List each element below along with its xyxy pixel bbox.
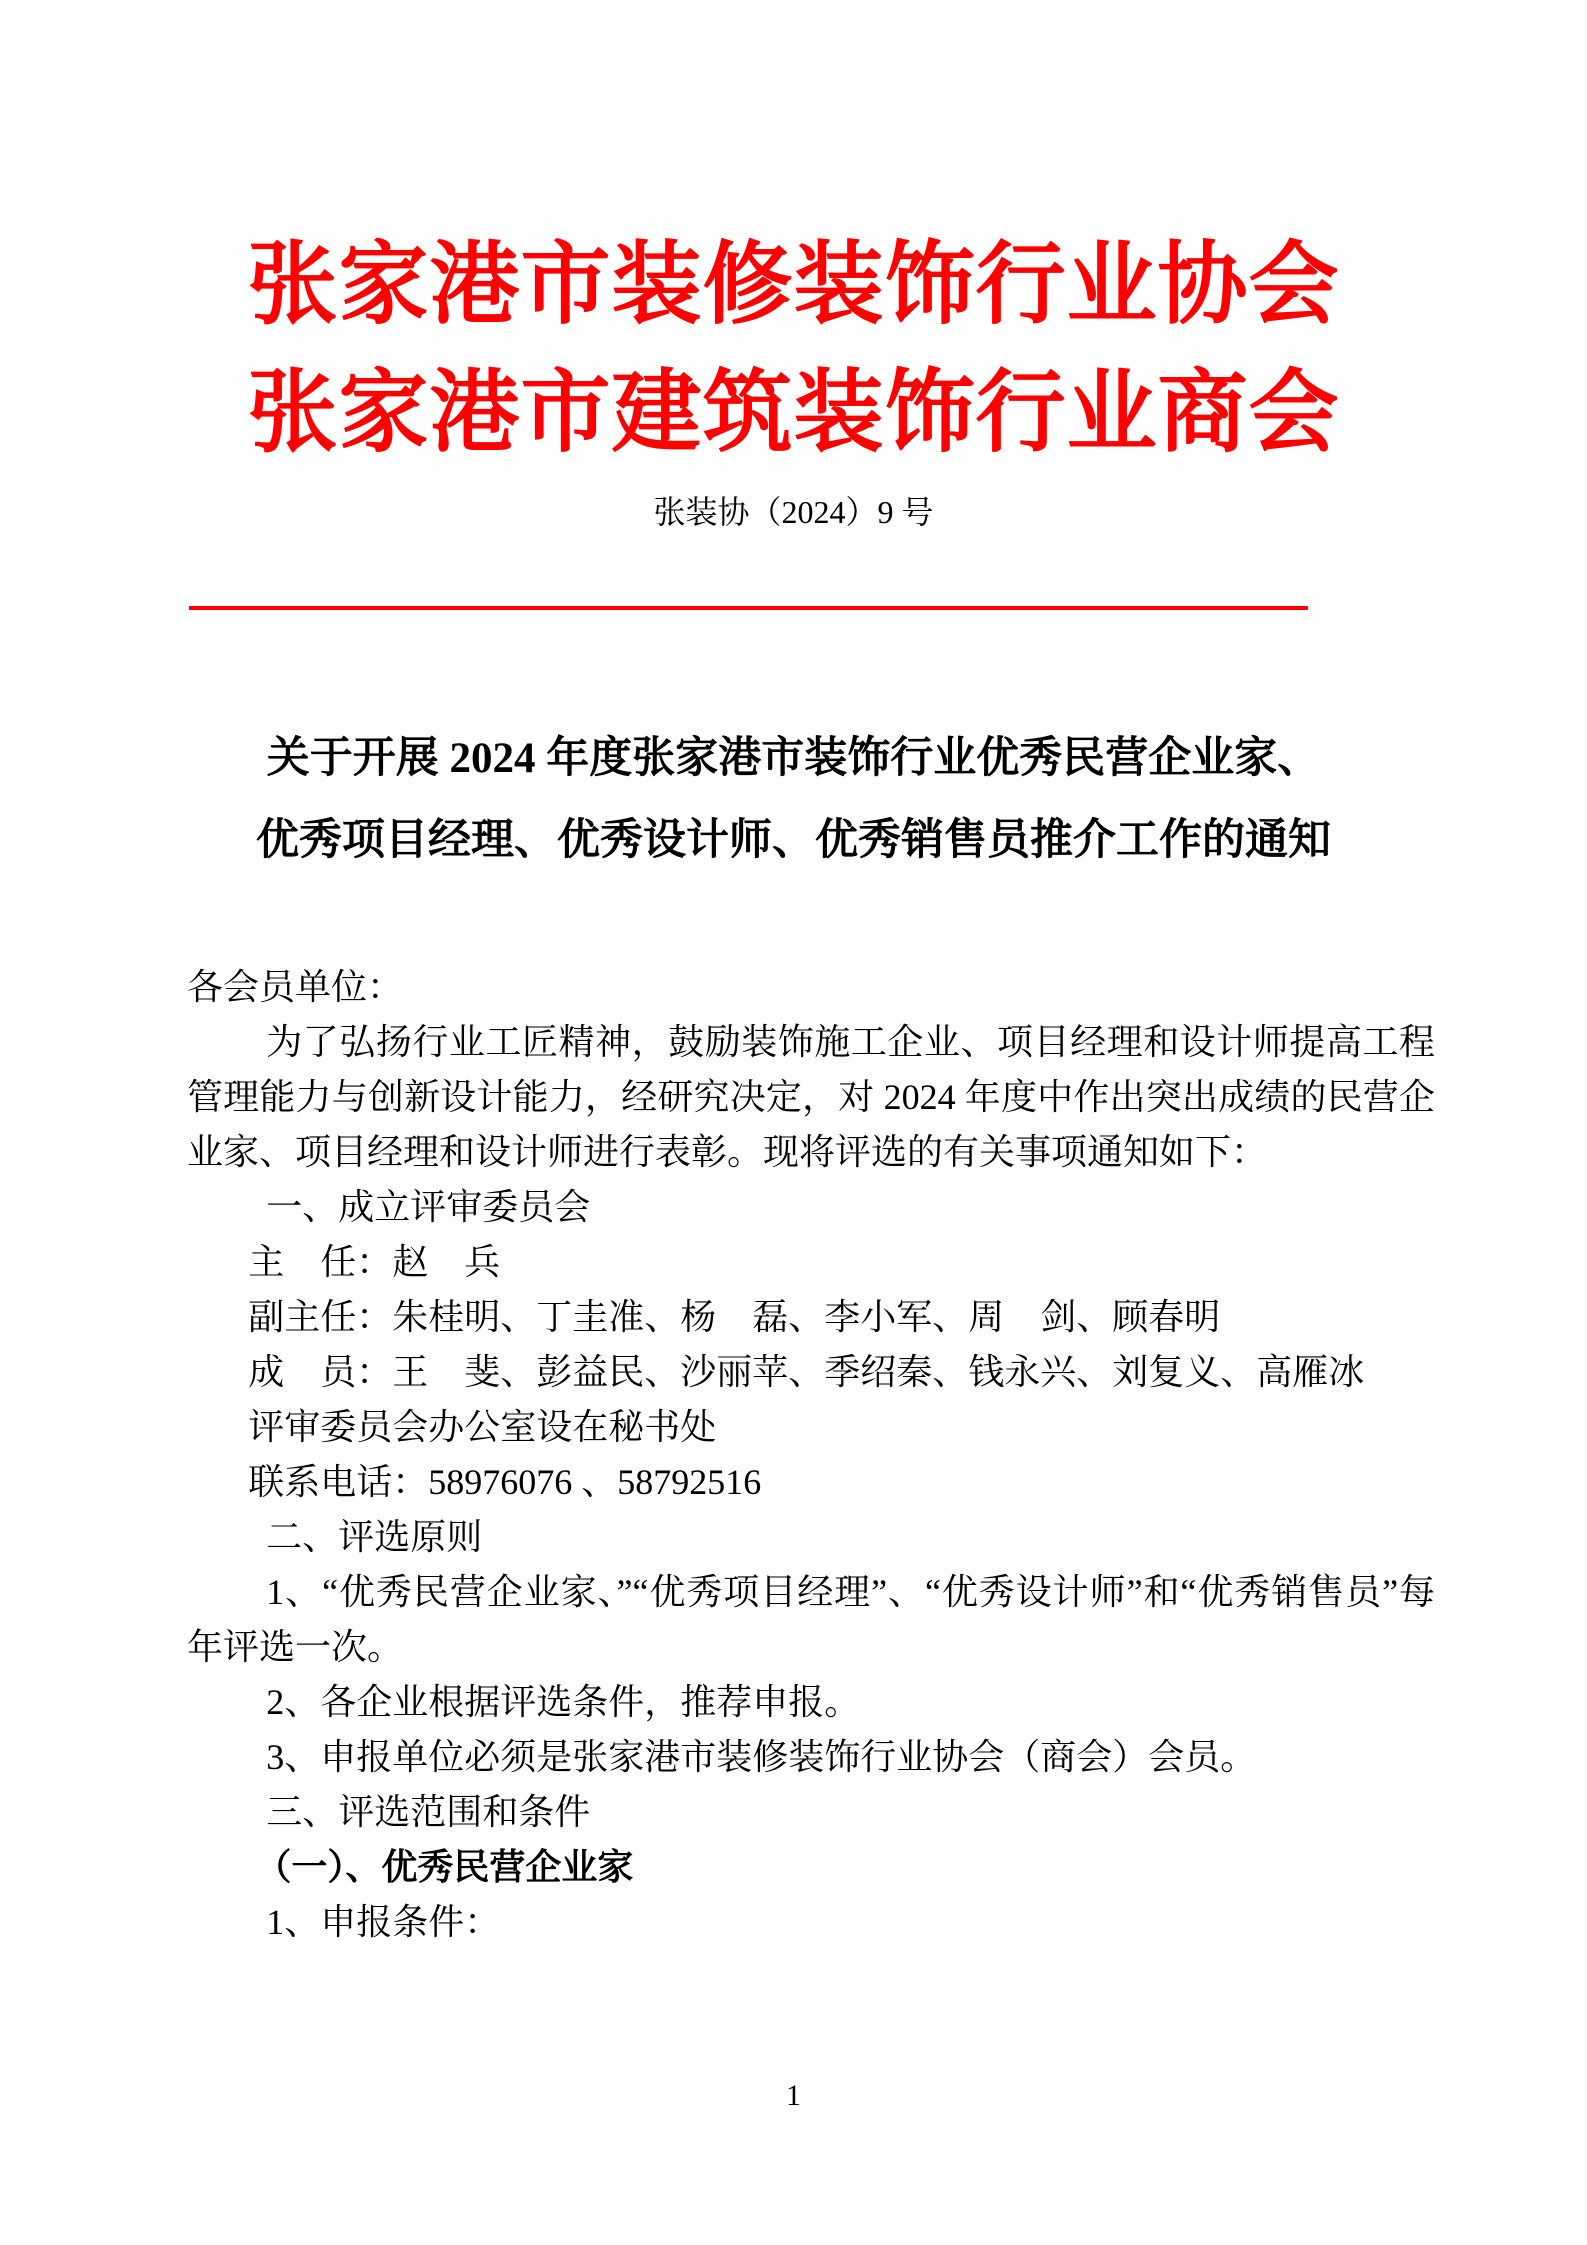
body-paragraph: 1、“优秀民营企业家、”“优秀项目经理”、“优秀设计师”和“优秀销售员”每年评选一次。 — [187, 1572, 1435, 1667]
body-paragraph: 为了弘扬行业工匠精神，鼓励装饰施工企业、项目经理和设计师提高工程管理能力与创新设计能力，经研究决定，对 2024 年度中作出突出成绩的民营企业家、项目经理和设计师进行表彰。现将评选的有关事项通知如下： — [187, 1022, 1435, 1172]
body-paragraph: 评审委员会办公室设在秘书处 — [248, 1407, 717, 1447]
notice-title-line-2: 优秀项目经理、优秀设计师、优秀销售员推介工作的通知 — [256, 817, 1331, 864]
body-paragraph: 各会员单位： — [187, 967, 404, 1007]
body-paragraph: 联系电话：58976076 、58792516 — [248, 1462, 762, 1502]
body-paragraph: 3、申报单位必须是张家港市装修装饰行业协会（商会）会员。 — [266, 1737, 1257, 1777]
body-paragraph: （一）、优秀民营企业家 — [255, 1847, 634, 1887]
document-number: 张装协（2024）9 号 — [653, 494, 934, 530]
letterhead-org-line-2: 张家港市建筑装饰行业商会 — [247, 364, 1340, 463]
body-paragraph: 二、评选原则 — [266, 1517, 483, 1557]
document-body — [187, 960, 1435, 1950]
body-paragraph: 一、成立评审委员会 — [266, 1187, 591, 1227]
body-paragraph: 2、各企业根据评选条件，推荐申报。 — [266, 1682, 861, 1722]
notice-title-line-1: 关于开展 2024 年度张家港市装饰行业优秀民营企业家、 — [266, 735, 1321, 782]
page-number: 1 — [786, 2079, 801, 2112]
letterhead-org-line-1: 张家港市装修装饰行业协会 — [247, 236, 1340, 335]
body-paragraph: 成 员：王 斐、彭益民、沙丽苹、季绍秦、钱永兴、刘复义、高雁冰 — [248, 1352, 1365, 1392]
body-paragraph: 三、评选范围和条件 — [266, 1792, 591, 1832]
body-paragraph: 主 任：赵 兵 — [248, 1242, 501, 1282]
body-paragraph: 副主任：朱桂明、丁圭准、杨 磊、李小军、周 剑、顾春明 — [248, 1297, 1221, 1337]
notice-title — [0, 718, 1587, 882]
red-divider-rule — [189, 606, 1308, 610]
letterhead — [0, 222, 1587, 478]
body-paragraph: 1、申报条件： — [266, 1902, 501, 1942]
